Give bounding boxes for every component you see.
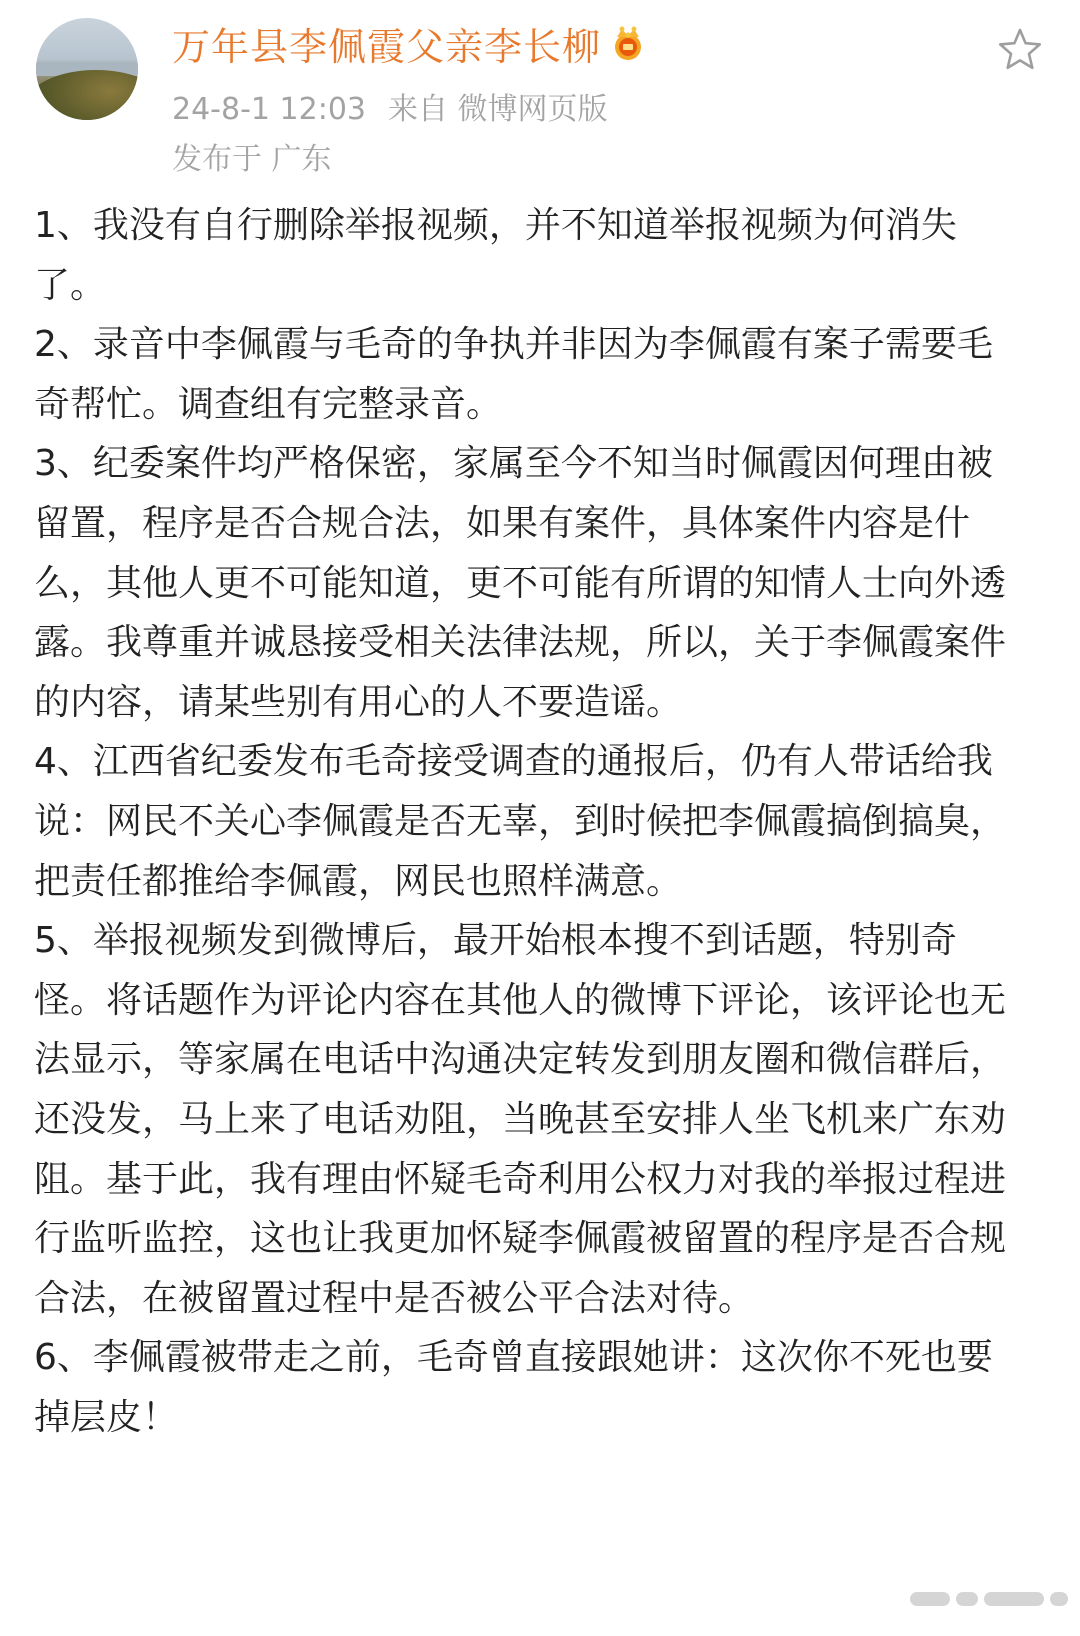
source-label: 来自 微博网页版 <box>388 92 608 127</box>
watermark-decoration <box>868 1586 1068 1612</box>
paragraph-5: 5、举报视频发到微博后，最开始根本搜不到话题，特别奇怪。将话题作为评论内容在其他人的微博下评论，该评论也无法显示，等家属在电话中沟通决定转发到朋友圈和微信群后，还没发，马上来了电话劝阻，当晚甚至安排人坐飞机来广东劝阻。基于此，我有理由怀疑毛奇利用公权力对我的举报过程进行监听监控，这也让我更加怀疑李佩霞被留置的程序是否合规合法，在被留置过程中是否被公平合法对待。 <box>34 920 1007 1319</box>
paragraph-4: 4、江西省纪委发布毛奇接受调查的通报后，仍有人带话给我说：网民不关心李佩霞是否无辜，到时候把李佩霞搞倒搞臭，把责任都推给李佩霞，网民也照样满意。 <box>34 741 1007 902</box>
username-row <box>172 16 647 70</box>
avatar[interactable] <box>36 18 138 120</box>
timestamp[interactable]: 24-8-1 12:03 <box>172 92 366 127</box>
avatar-hill-shape <box>36 70 138 120</box>
paragraph-1: 1、我没有自行删除举报视频，并不知道举报视频为何消失了。 <box>34 205 957 306</box>
star-outline-icon[interactable] <box>996 26 1044 74</box>
paragraph-3: 3、纪委案件均严格保密，家属至今不知当时佩霞因何理由被留置，程序是否合规合法，如果有案件，具体案件内容是什么，其他人更不可能知道，更不可能有所谓的知情人士向外透露。我尊重并诚恳接受相关法律法规，所以，关于李佩霞案件的内容，请某些别有用心的人不要造谣。 <box>34 443 1007 723</box>
post-location: 发布于 广东 <box>172 142 332 177</box>
paragraph-2: 2、录音中李佩霞与毛奇的争执并非因为李佩霞有案子需要毛奇帮忙。调查组有完整录音。 <box>34 324 993 425</box>
crown-vip-icon[interactable] <box>609 25 647 61</box>
username[interactable]: 万年县李佩霞父亲李长柳 <box>172 24 602 69</box>
post-meta-time <box>172 84 608 128</box>
post-body <box>34 196 1010 1447</box>
paragraph-6: 6、李佩霞被带走之前，毛奇曾直接跟她讲：这次你不死也要掉层皮！ <box>34 1337 993 1438</box>
